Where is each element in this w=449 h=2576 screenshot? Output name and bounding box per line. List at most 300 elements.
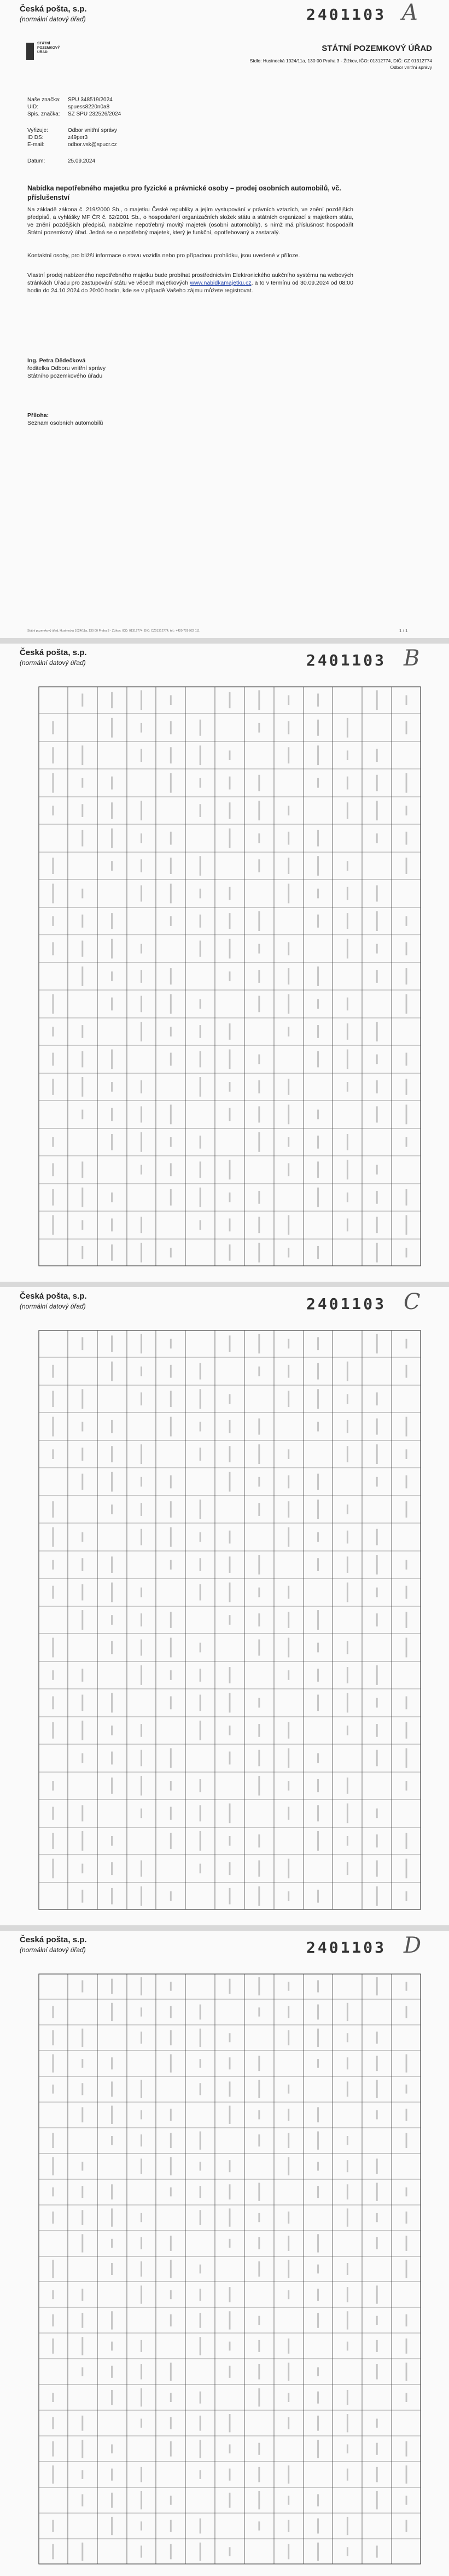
table-cell-scan: [317, 2265, 319, 2273]
table-cell-scan: [406, 1859, 407, 1878]
table-cell-scan: [229, 829, 231, 848]
table-cell-scan: [52, 2006, 54, 2018]
table-cell-scan: [170, 2030, 172, 2046]
table-cell-scan: [141, 2158, 142, 2174]
table-cell-scan: [52, 1215, 54, 1235]
table-cell-scan: [317, 1025, 319, 1038]
table-cell-scan: [52, 1027, 54, 1037]
table-cell-scan: [258, 1080, 260, 1093]
table-cell-scan: [170, 2496, 172, 2504]
table-cell-scan: [376, 2340, 378, 2352]
table-cell-scan: [141, 2491, 142, 2509]
table-cell-scan: [52, 1781, 54, 1791]
table-cell-scan: [376, 2080, 378, 2098]
table-cell-scan: [111, 998, 113, 1011]
table-cell-scan: [376, 1165, 378, 1175]
table-cell-scan: [170, 2157, 172, 2175]
file-value: SZ SPU 232526/2024: [68, 111, 121, 117]
table-cell-scan: [406, 916, 407, 926]
table-cell-scan: [52, 1833, 54, 1849]
table-cell-scan: [111, 2239, 113, 2248]
table-cell-scan: [317, 1363, 319, 1380]
table-cell-scan: [111, 1888, 113, 1904]
table-cell-scan: [258, 2183, 260, 2201]
table-cell-scan: [52, 1638, 54, 1658]
table-cell-scan: [229, 1752, 231, 1765]
table-cell-scan: [258, 1132, 260, 1152]
auction-link[interactable]: www.nabidkamajetku.cz: [190, 280, 252, 286]
table-cell-scan: [288, 968, 289, 985]
table-cell-scan: [81, 2470, 83, 2479]
table-cell-scan: [406, 2338, 407, 2354]
table-cell-scan: [406, 1215, 407, 1235]
table-cell-scan: [229, 1667, 231, 1683]
table-cell-scan: [52, 721, 54, 734]
table-cell-scan: [258, 1588, 260, 1597]
table-cell-scan: [229, 2414, 231, 2432]
page-mark: C: [404, 1289, 421, 1315]
table-cell-scan: [111, 2469, 113, 2481]
table-cell-scan: [317, 2162, 319, 2170]
table-cell-scan: [288, 884, 289, 904]
table-cell-scan: [376, 2158, 378, 2174]
letter-paragraph-2: Kontaktní osoby, pro bližší informace o stavu vozidla nebo pro případnou prohlídku, jsou uvedené v příloze.: [27, 252, 300, 259]
table-cell-scan: [347, 1803, 348, 1823]
table-cell-scan: [347, 2287, 348, 2302]
table-cell-scan: [111, 1134, 113, 1150]
table-cell-scan: [81, 1110, 83, 1120]
table-cell-scan: [406, 1365, 407, 1378]
table-cell-scan: [81, 2162, 83, 2170]
table-cell-scan: [347, 1641, 348, 1654]
table-cell-scan: [317, 1831, 319, 1851]
table-cell-scan: [200, 1188, 201, 1207]
table-cell-scan: [229, 1335, 231, 1352]
table-cell-scan: [258, 1503, 260, 1516]
table-cell-scan: [376, 1106, 378, 1122]
handler-value: Odbor vnitřní správy: [68, 128, 118, 134]
table-cell-scan: [81, 1337, 83, 1350]
table-cell-scan: [347, 2057, 348, 2069]
table-cell-scan: [111, 1836, 113, 1846]
table-cell-scan: [288, 2520, 289, 2532]
table-cell-scan: [229, 2444, 231, 2453]
table-cell-scan: [288, 942, 289, 956]
attachment-page: [0, 644, 449, 1282]
table-cell-scan: [200, 1721, 201, 1740]
table-cell-scan: [141, 1217, 142, 1233]
table-cell-scan: [288, 2393, 289, 2402]
table-cell-scan: [258, 1477, 260, 1487]
table-cell-scan: [141, 1776, 142, 1796]
table-cell-scan: [288, 2157, 289, 2175]
table-cell-scan: [200, 2005, 201, 2020]
table-cell-scan: [111, 2208, 113, 2226]
table-cell-scan: [347, 998, 348, 1011]
table-cell-scan: [406, 2133, 407, 2148]
table-cell-scan: [200, 1643, 201, 1653]
table-cell-scan: [81, 1220, 83, 1230]
table-cell-scan: [376, 1834, 378, 1848]
table-cell-scan: [258, 1886, 260, 1906]
table-cell-scan: [406, 2520, 407, 2532]
office-department: Odbor vnitřní správy: [390, 65, 432, 70]
table-cell-scan: [317, 2519, 319, 2534]
table-cell-scan: [111, 829, 113, 848]
table-cell-scan: [52, 2290, 54, 2299]
table-cell-scan: [317, 2313, 319, 2328]
table-cell-scan: [200, 1389, 201, 1409]
table-cell-scan: [200, 1831, 201, 1851]
table-cell-scan: [81, 1051, 83, 1068]
table-cell-scan: [229, 1394, 231, 1404]
table-cell-scan: [347, 1082, 348, 1092]
table-cell-scan: [200, 2392, 201, 2404]
table-cell-scan: [52, 1527, 54, 1547]
table-cell-scan: [229, 1218, 231, 1231]
table-cell-scan: [81, 2416, 83, 2431]
table-cell-scan: [376, 749, 378, 762]
table-cell-scan: [376, 2467, 378, 2482]
table-cell-scan: [258, 1217, 260, 1233]
table-cell-scan: [141, 1022, 142, 1041]
table-cell-scan: [141, 970, 142, 983]
table-cell-scan: [376, 2443, 378, 2455]
table-cell-scan: [376, 1588, 378, 1597]
table-cell-scan: [406, 2236, 407, 2251]
table-cell-scan: [200, 999, 201, 1009]
table-cell-scan: [200, 1584, 201, 1601]
table-cell-scan: [288, 1027, 289, 1037]
table-cell-scan: [170, 832, 172, 845]
table-cell-scan: [258, 801, 260, 820]
table-cell-scan: [200, 804, 201, 817]
table-cell-scan: [52, 1079, 54, 1095]
table-cell-scan: [229, 692, 231, 708]
table-cell-scan: [317, 1558, 319, 1571]
table-cell-scan: [200, 2416, 201, 2431]
table-cell-scan: [229, 2160, 231, 2172]
table-cell-scan: [141, 2419, 142, 2428]
table-cell-scan: [258, 2110, 260, 2119]
table-cell-scan: [81, 2289, 83, 2301]
table-cell-scan: [141, 1860, 142, 1877]
table-cell-scan: [111, 1726, 113, 1735]
signatory-role-1: ředitelka Odboru vnitřní správy: [27, 365, 106, 372]
table-cell-scan: [317, 2440, 319, 2458]
table-cell-scan: [347, 1218, 348, 1231]
table-cell-scan: [170, 695, 172, 705]
table-cell-scan: [141, 859, 142, 872]
table-cell-scan: [200, 2337, 201, 2355]
file-label: Spis. značka:: [27, 111, 60, 117]
table-cell-scan: [52, 1722, 54, 1739]
table-cell-scan: [258, 1834, 260, 1848]
table-cell-scan: [170, 994, 172, 1014]
table-cell-scan: [111, 1193, 113, 1202]
table-cell-scan: [376, 1665, 378, 1685]
table-cell-scan: [170, 968, 172, 985]
table-cell-scan: [317, 1110, 319, 1120]
barcode-number: 2401103: [306, 5, 387, 24]
table-cell-scan: [229, 1556, 231, 1573]
table-cell-scan: [141, 1503, 142, 1516]
table-cell-scan: [317, 1500, 319, 1519]
table-cell-scan: [317, 2029, 319, 2047]
table-cell-scan: [288, 2260, 289, 2278]
table-cell-scan: [258, 2364, 260, 2380]
table-cell-scan: [288, 1079, 289, 1095]
table-cell-scan: [347, 802, 348, 819]
table-cell-scan: [376, 911, 378, 931]
table-cell-scan: [347, 1726, 348, 1735]
table-cell-scan: [288, 1670, 289, 1680]
table-cell-scan: [288, 1449, 289, 1459]
table-cell-scan: [200, 1500, 201, 1519]
table-cell-scan: [317, 2367, 319, 2376]
table-cell-scan: [141, 1665, 142, 1685]
table-cell-scan: [111, 1615, 113, 1625]
table-cell-scan: [376, 2237, 378, 2249]
table-cell-scan: [376, 1809, 378, 1819]
table-cell-scan: [111, 1050, 113, 1069]
table-cell-scan: [141, 2213, 142, 2222]
table-cell-scan: [170, 2187, 172, 2196]
table-cell-scan: [258, 1724, 260, 1737]
table-cell-scan: [288, 1391, 289, 1407]
table-cell-scan: [52, 884, 54, 904]
table-cell-scan: [347, 1362, 348, 1381]
table-cell-scan: [141, 2545, 142, 2557]
table-cell-scan: [141, 996, 142, 1012]
table-cell-scan: [288, 1475, 289, 1489]
table-cell-scan: [170, 1982, 172, 1990]
table-cell-scan: [200, 1161, 201, 1178]
table-cell-scan: [111, 1641, 113, 1654]
table-cell-scan: [170, 1527, 172, 1547]
table-cell-scan: [111, 1979, 113, 1994]
table-cell-scan: [111, 1778, 113, 1794]
table-cell-scan: [317, 720, 319, 736]
table-cell-scan: [347, 2414, 348, 2432]
table-cell-scan: [200, 2289, 201, 2301]
table-cell-scan: [229, 1615, 231, 1625]
table-cell-scan: [376, 1191, 378, 1204]
email-value: odbor.vsk@spucr.cz: [68, 142, 117, 148]
table-cell-scan: [200, 1695, 201, 1711]
table-cell-scan: [81, 1389, 83, 1409]
table-cell-scan: [317, 1610, 319, 1630]
table-cell-scan: [376, 1392, 378, 1405]
table-cell-scan: [81, 889, 83, 899]
table-cell-scan: [141, 1477, 142, 1487]
table-cell-scan: [406, 1501, 407, 1518]
table-cell-scan: [347, 1394, 348, 1404]
table-cell-scan: [111, 1862, 113, 1875]
table-cell-scan: [52, 1163, 54, 1176]
table-cell-scan: [317, 1337, 319, 1350]
table-cell-scan: [111, 2342, 113, 2351]
table-cell-scan: [141, 2031, 142, 2044]
table-cell-scan: [200, 856, 201, 876]
table-cell-scan: [376, 1724, 378, 1737]
table-cell-scan: [288, 1501, 289, 1518]
table-cell-scan: [376, 801, 378, 820]
table-cell-scan: [111, 2517, 113, 2535]
table-cell-scan: [200, 1422, 201, 1432]
table-cell-scan: [406, 773, 407, 793]
table-cell-scan: [347, 2081, 348, 2097]
table-cell-scan: [288, 1891, 289, 1901]
table-cell-scan: [170, 2260, 172, 2278]
table-cell-scan: [81, 1753, 83, 1763]
table-cell-scan: [170, 2314, 172, 2326]
table-cell-scan: [170, 1475, 172, 1489]
table-cell-scan: [111, 2184, 113, 2199]
table-cell-scan: [170, 1104, 172, 1124]
table-cell-scan: [170, 2290, 172, 2299]
table-cell-scan: [376, 2110, 378, 2119]
table-cell-scan: [288, 2133, 289, 2148]
table-cell-scan: [376, 2056, 378, 2071]
table-cell-scan: [376, 1243, 378, 1263]
table-cell-scan: [406, 1638, 407, 1658]
table-cell-scan: [406, 2054, 407, 2073]
table-cell-scan: [317, 2234, 319, 2252]
table-cell-scan: [111, 802, 113, 819]
table-cell-scan: [317, 2392, 319, 2404]
table-cell-scan: [288, 1248, 289, 1258]
table-cell-scan: [200, 1532, 201, 1542]
table-cell-scan: [288, 858, 289, 874]
table-cell-scan: [376, 2031, 378, 2044]
table-cell-scan: [258, 833, 260, 843]
table-cell-scan: [200, 1448, 201, 1461]
table-cell-scan: [258, 2467, 260, 2482]
attachment-page: [0, 1287, 449, 1925]
table-cell-scan: [406, 1417, 407, 1437]
table-cell-scan: [288, 2085, 289, 2093]
table-cell-scan: [81, 1890, 83, 1903]
table-cell-scan: [52, 1417, 54, 1437]
table-cell-scan: [229, 887, 231, 900]
post-stamp-company: Česká pošta, s.p.: [20, 4, 87, 14]
table-cell-scan: [258, 2007, 260, 2016]
table-cell-scan: [347, 1160, 348, 1179]
table-cell-scan: [406, 1104, 407, 1124]
barcode-number: 2401103: [306, 651, 387, 669]
table-cell-scan: [170, 1670, 172, 1680]
spu-logo: [26, 39, 71, 67]
table-cell-scan: [288, 806, 289, 815]
table-cell-scan: [111, 1244, 113, 1261]
table-cell-scan: [111, 1446, 113, 1462]
table-cell-scan: [52, 1365, 54, 1378]
table-cell-scan: [81, 2210, 83, 2225]
table-cell-scan: [170, 2520, 172, 2532]
table-cell-scan: [52, 2544, 54, 2560]
table-cell-scan: [52, 747, 54, 763]
table-cell-scan: [406, 858, 407, 874]
table-cell-scan: [52, 1807, 54, 1820]
table-cell-scan: [170, 1612, 172, 1628]
table-cell-scan: [170, 2054, 172, 2073]
table-cell-scan: [288, 1638, 289, 1658]
table-cell-scan: [229, 2287, 231, 2302]
table-cell-scan: [81, 1422, 83, 1432]
table-cell-scan: [81, 2337, 83, 2355]
table-cell-scan: [81, 1805, 83, 1821]
table-cell-scan: [376, 2419, 378, 2428]
table-cell-scan: [376, 1419, 378, 1435]
table-cell-scan: [376, 970, 378, 983]
table-cell-scan: [258, 2056, 260, 2071]
table-cell-scan: [406, 1053, 407, 1066]
table-cell-scan: [347, 2208, 348, 2226]
table-cell-scan: [141, 1080, 142, 1093]
table-cell-scan: [406, 1248, 407, 1258]
table-cell-scan: [200, 2029, 201, 2047]
table-cell-scan: [317, 1246, 319, 1259]
table-cell-scan: [258, 2080, 260, 2098]
table-cell-scan: [141, 2340, 142, 2352]
table-cell-scan: [376, 1022, 378, 1041]
page-mark: B: [404, 646, 420, 671]
table-cell-scan: [288, 1722, 289, 1739]
table-cell-scan: [376, 2183, 378, 2201]
table-cell-scan: [141, 1165, 142, 1175]
table-cell-scan: [317, 2186, 319, 2198]
table-cell-scan: [347, 2033, 348, 2042]
table-cell-scan: [258, 1334, 260, 1353]
post-stamp-company: Česká pošta, s.p.: [20, 1292, 87, 1301]
table-cell-scan: [141, 690, 142, 710]
table-cell-scan: [170, 2236, 172, 2251]
table-cell-scan: [258, 1191, 260, 1204]
table-cell-scan: [288, 1137, 289, 1147]
table-cell-scan: [170, 1189, 172, 1206]
table-cell-scan: [347, 1778, 348, 1794]
table-cell-scan: [288, 2363, 289, 2381]
table-cell-scan: [317, 1805, 319, 1821]
table-cell-scan: [170, 1027, 172, 1037]
table-cell-scan: [406, 1982, 407, 1990]
table-cell-scan: [317, 856, 319, 876]
table-cell-scan: [111, 1362, 113, 1381]
table-cell-scan: [317, 1980, 319, 1992]
table-cell-scan: [258, 2237, 260, 2249]
table-cell-scan: [229, 1862, 231, 1875]
table-cell-scan: [111, 2366, 113, 2378]
table-cell-scan: [317, 1779, 319, 1792]
table-cell-scan: [347, 2184, 348, 2199]
table-cell-scan: [229, 2366, 231, 2378]
table-cell-scan: [258, 1698, 260, 1708]
table-cell-scan: [170, 747, 172, 763]
table-cell-scan: [170, 2006, 172, 2018]
table-cell-scan: [170, 1248, 172, 1258]
table-cell-scan: [170, 1807, 172, 1820]
table-cell-scan: [200, 2186, 201, 2198]
table-cell-scan: [200, 1077, 201, 1097]
table-cell-scan: [52, 773, 54, 793]
table-cell-scan: [52, 942, 54, 956]
table-cell-scan: [347, 1446, 348, 1462]
table-cell-scan: [81, 914, 83, 928]
table-cell-scan: [141, 1243, 142, 1263]
table-cell-scan: [111, 1472, 113, 1492]
table-cell-scan: [258, 1776, 260, 1796]
